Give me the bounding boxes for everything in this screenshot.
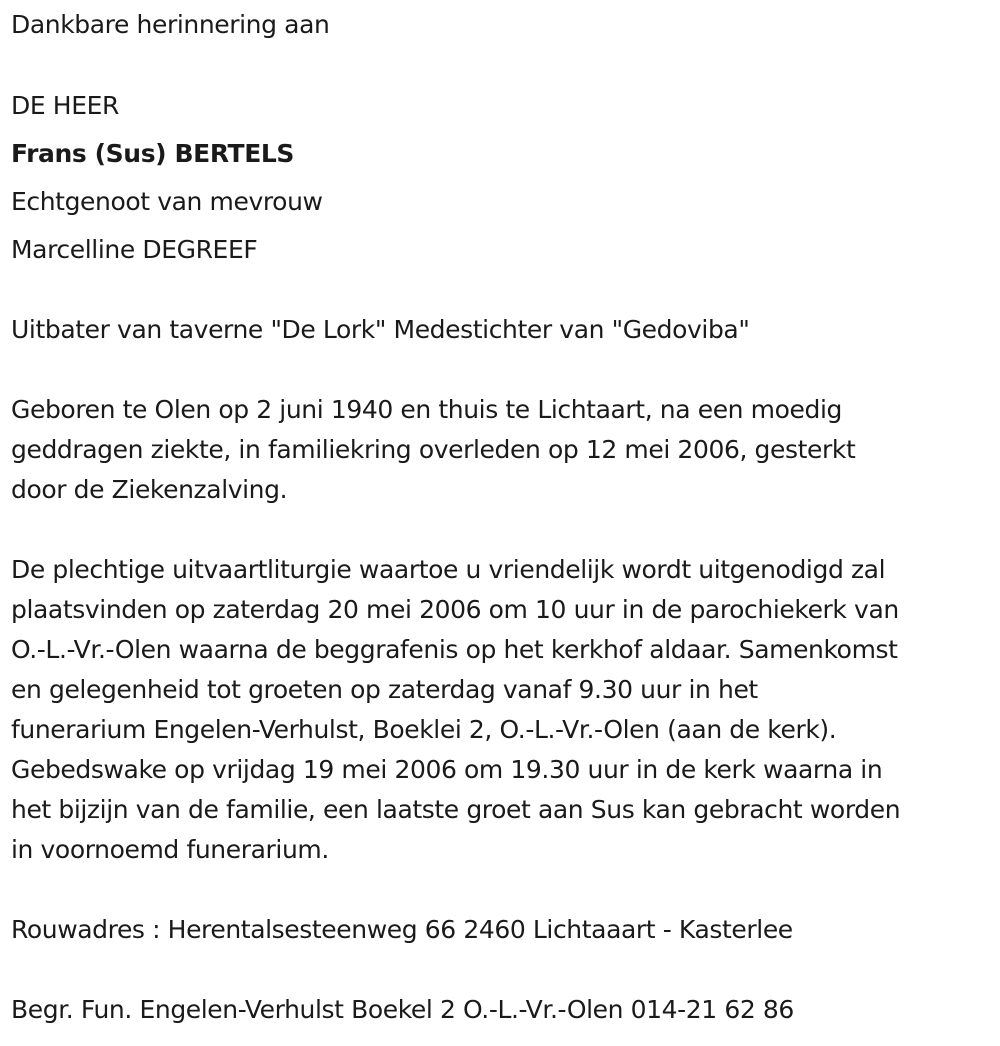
paragraph-line: in voornoemd funerarium. [11,835,329,864]
paragraph-line: De plechtige uitvaartliturgie waartoe u vriendelijk wordt uitgenodigd zal [11,555,886,584]
mourning-address: Rouwadres : Herentalsesteenweg 66 2460 Lichtaaart - Kasterlee [11,915,793,944]
spouse-name: Marcelline DEGREEF [11,235,258,264]
paragraph-line: en gelegenheid tot groeten op zaterdag vanaf 9.30 uur in het [11,675,758,704]
paragraph-line: door de Ziekenzalving. [11,475,288,504]
paragraph-line: plaatsvinden op zaterdag 20 mei 2006 om 10 uur in de parochiekerk van [11,595,899,624]
salutation: DE HEER [11,91,119,120]
deceased-name: Frans (Sus) BERTELS [11,139,295,168]
paragraph-line: O.-L.-Vr.-Olen waarna de beggrafenis op het kerkhof aldaar. Samenkomst [11,635,898,664]
paragraph-line: Geboren te Olen op 2 juni 1940 en thuis te Lichtaart, na een moedig [11,395,842,424]
funeral-home-info: Begr. Fun. Engelen-Verhulst Boekel 2 O.-L.-Vr.-Olen 014-21 62 86 [11,995,794,1024]
paragraph-line: het bijzijn van de familie, een laatste groet aan Sus kan gebracht worden [11,795,901,824]
paragraph-line: Gebedswake op vrijdag 19 mei 2006 om 19.30 uur in de kerk waarna in [11,755,883,784]
occupation-text: Uitbater van taverne "De Lork" Medestichter van "Gedoviba" [11,315,750,344]
spouse-label: Echtgenoot van mevrouw [11,187,323,216]
intro-text: Dankbare herinnering aan [11,10,330,39]
paragraph-line: funerarium Engelen-Verhulst, Boeklei 2, O.-L.-Vr.-Olen (aan de kerk). [11,715,837,744]
paragraph-line: geddragen ziekte, in familiekring overleden op 12 mei 2006, gesterkt [11,435,856,464]
